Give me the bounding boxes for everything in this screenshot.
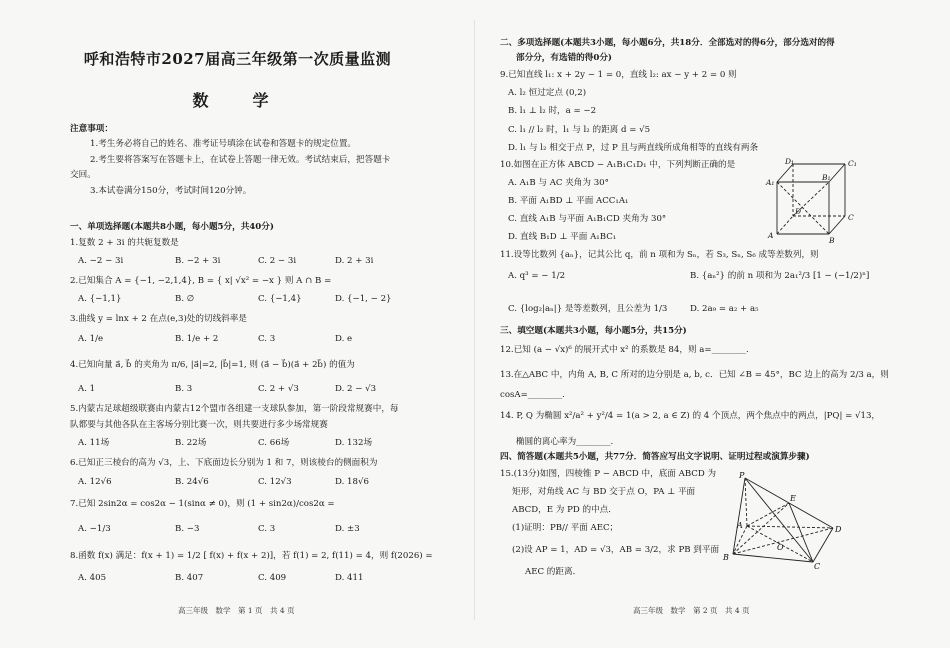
page-1-footer: 高三年级 数学 第 1 页 共 4 页 [178, 606, 295, 615]
label-b1: B₁ [822, 173, 831, 182]
edge-pb [733, 478, 745, 554]
question-12: 12.已知 (a − √x)⁶ 的展开式中 x² 的系数是 84，则 a=________. [500, 345, 749, 355]
question-6: 6.已知正三棱台的高为 √3，上、下底面边长分别为 1 和 7，则该棱台的侧面积为 [70, 458, 378, 468]
q1-option-c: C. 2 − 3i [258, 256, 297, 266]
notice-item-3: 3.本试卷满分150分，考试时间120分钟。 [90, 186, 252, 196]
q4-option-d: D. 2 − √3 [335, 384, 377, 394]
q1-option-d: D. 2 + 3i [335, 256, 374, 266]
edge-a1d1 [777, 164, 793, 182]
q9-option-b: B. l₁ ⊥ l₂ 时，a = −2 [508, 106, 597, 116]
q2-option-b: B. ∅ [175, 294, 195, 304]
notice-heading: 注意事项： [70, 124, 113, 134]
q6-option-b: B. 24√6 [175, 477, 209, 487]
q4-option-c: C. 2 + √3 [258, 384, 299, 394]
q7-option-d: D. ±3 [335, 524, 360, 534]
q8-option-b: B. 407 [175, 573, 204, 583]
label-a: A [737, 521, 743, 530]
question-4: 4.已知向量 a⃗, b⃗ 的夹角为 π/6, |a⃗|=2, |b⃗|=1, 则 (a⃗ − b⃗)(a⃗ + 2b⃗) 的值为 [70, 360, 355, 370]
label-d: D [795, 207, 802, 216]
q8-option-c: C. 409 [258, 573, 287, 583]
question-14-cont: 椭圆的离心率为________. [516, 437, 614, 447]
q10-option-a: A. A₁B 与 AC 夹角为 30° [508, 178, 609, 188]
question-10: 10.如图在正方体 ABCD − A₁B₁C₁D₁ 中，下列判断正确的是 [500, 160, 736, 170]
question-15-line-1: 15.(13分)如图，四棱锥 P − ABCD 中，底面 ABCD 为 [500, 469, 717, 479]
q1-option-a: A. −2 − 3i [78, 256, 124, 266]
seg-ec [789, 503, 813, 562]
question-15-part-2-cont: AEC 的距离． [525, 567, 582, 577]
question-8: 8.函数 f(x) 满足：f(x + 1) = 1/2 [ f(x) + f(x + 2)]，若 f(1) = 2, f(11) = 4，则 f(2026) = [70, 551, 433, 561]
edge-ad [747, 526, 833, 528]
question-2: 2.已知集合 A = {−1, −2,1,4}, B = { x| √x² = −x } 则 A ∩ B = [70, 276, 332, 286]
label-o: O [777, 543, 784, 552]
section-2-heading-cont: 部分分，有选错的得0分) [516, 53, 612, 63]
q11-option-b: B. {aₙ²} 的前 n 项和为 2a₁²/3 [1 − (−1/2)ⁿ] [690, 271, 870, 281]
label-b: B [723, 553, 729, 562]
q2-option-a: A. {−1,1} [78, 294, 122, 304]
q3-option-b: B. 1/e + 2 [175, 334, 219, 344]
q6-option-d: D. 18√6 [335, 477, 369, 487]
notice-item-2: 2.考生要将答案写在答题卡上，在试卷上答题一律无效。考试结束后，把答题卡 [90, 155, 391, 165]
question-15-part-2: (2)设 AP = 1，AD = √3，AB = 3/2，求 PB 到平面 [512, 545, 720, 555]
label-a: A [768, 231, 774, 240]
q3-option-d: D. e [335, 334, 353, 344]
q5-option-b: B. 22场 [175, 438, 207, 448]
q2-option-c: C. {−1,4} [258, 294, 302, 304]
question-15-line-2: 矩形，对角线 AC 与 BD 交于点 O，PA ⊥ 平面 [512, 487, 696, 497]
q9-option-a: A. l₂ 恒过定点 (0,2) [508, 88, 587, 98]
q5-option-a: A. 11场 [78, 438, 110, 448]
label-b: B [829, 236, 835, 244]
label-c: C [814, 562, 821, 570]
q7-option-b: B. −3 [175, 524, 200, 534]
q5-option-d: D. 132场 [335, 438, 373, 448]
section-4-heading: 四、简答题(本题共5小题，共77分．简答应写出文字说明、证明过程或演算步骤) [500, 452, 810, 462]
q7-option-a: A. −1/3 [78, 524, 111, 534]
q11-option-c: C. {log₂|aₙ|} 是等差数列，且公差为 1/3 [508, 304, 668, 314]
q6-option-c: C. 12√3 [258, 477, 292, 487]
section-3-heading: 三、填空题(本题共3小题，每小题5分，共15分) [500, 326, 687, 336]
cube-figure [765, 158, 865, 244]
q6-option-a: A. 12√6 [78, 477, 112, 487]
edge-b1c1 [829, 164, 845, 182]
exam-title: 呼和浩特市2027届高三年级第一次质量监测 [83, 50, 392, 68]
edge-bc [829, 216, 845, 234]
question-3: 3.曲线 y = lnx + 2 在点(e,3)处的切线斜率是 [70, 314, 247, 324]
question-14: 14. P, Q 为椭圆 x²/a² + y²/4 = 1(a > 2, a ∈ Z) 的 4 个顶点，两个焦点中的两点，|PQ| = √13， [500, 411, 881, 421]
q5-option-c: C. 66场 [258, 438, 290, 448]
question-15-line-3: ABCD，E 为 PD 的中点． [512, 505, 617, 515]
question-11: 11.设等比数列 {aₙ}，记其公比 q，前 n 项和为 Sₙ，若 S₃, Sₙ, S₆ 成等差数列，则 [500, 250, 819, 260]
q4-option-a: A. 1 [78, 384, 96, 394]
diag-a1b [777, 182, 829, 234]
question-5-cont: 队都要与其他各队在主客场分别比赛一次，则共要进行多少场常规赛 [70, 420, 328, 430]
q4-option-b: B. 3 [175, 384, 193, 394]
question-15-part-1: (1)证明：PB// 平面 AEC； [512, 523, 619, 533]
q3-option-a: A. 1/e [78, 334, 104, 344]
label-e: E [790, 494, 796, 503]
question-9: 9.已知直线 l₁: x + 2y − 1 = 0，直线 l₂: ax − y + 2 = 0 则 [500, 70, 737, 80]
section-1-heading: 一、单项选择题(本题共8小题，每小题5分，共40分) [70, 222, 274, 232]
q2-option-d: D. {−1, − 2} [335, 294, 392, 304]
q3-option-c: C. 3 [258, 334, 276, 344]
question-13-cont: cosA=________. [500, 390, 565, 400]
q10-option-b: B. 平面 A₁BD ⊥ 平面 ACC₁A₁ [508, 196, 629, 206]
question-5: 5.内蒙古足球超级联赛由内蒙古12个盟市各组建一支球队参加，第一阶段常规赛中，每 [70, 404, 399, 414]
q9-option-d: D. l₁ 与 l₂ 相交于点 P，过 P 且与两直线所成角相等的直线有两条 [508, 143, 759, 153]
notice-item-1: 1.考生务必将自己的姓名、准考证号填涂在试卷和答题卡的规定位置。 [90, 139, 357, 149]
notice-item-2-cont: 交回。 [70, 170, 96, 180]
q11-option-a: A. q³ = − 1/2 [508, 271, 566, 281]
section-2-heading: 二、多项选择题(本题共3小题，每小题6分，共18分．全部选对的得6分，部分选对的得 [500, 38, 835, 48]
q7-option-c: C. 3 [258, 524, 276, 534]
label-c1: C₁ [848, 159, 857, 168]
label-c: C [848, 213, 854, 222]
label-a1: A₁ [766, 178, 775, 187]
edge-ad [777, 216, 793, 234]
q9-option-c: C. l₁ // l₂ 时，l₁ 与 l₂ 的距离 d = √5 [508, 125, 651, 135]
q1-option-b: B. −2 + 3i [175, 256, 221, 266]
q11-option-d: D. 2a₉ = a₂ + a₅ [690, 304, 759, 314]
label-d: D [835, 525, 842, 534]
q10-option-d: D. 直线 B₁D ⊥ 平面 A₁BC₁ [508, 232, 617, 242]
label-d1: D₁ [785, 158, 795, 166]
label-p: P [739, 471, 745, 480]
page-2-footer: 高三年级 数学 第 2 页 共 4 页 [633, 606, 750, 615]
question-7: 7.已知 2sin2α = cos2α − 1(sinα ≠ 0)，则 (1 + sin2α)/cos2α = [70, 499, 335, 509]
edge-cd [813, 528, 833, 562]
question-1: 1.复数 2 + 3i 的共轭复数是 [70, 238, 179, 248]
question-13: 13.在△ABC 中，内角 A, B, C 所对的边分别是 a, b, c．已知 ∠B = 45°，BC 边上的高为 2/3 a，则 [500, 370, 889, 380]
edge-pa [745, 478, 747, 526]
page-2 [475, 0, 950, 648]
pyramid-figure [715, 470, 845, 570]
subject-title: 数 学 [192, 91, 283, 110]
q8-option-a: A. 405 [78, 573, 107, 583]
q8-option-d: D. 411 [335, 573, 364, 583]
q10-option-c: C. 直线 A₁B 与平面 A₁B₁CD 夹角为 30° [508, 214, 667, 224]
